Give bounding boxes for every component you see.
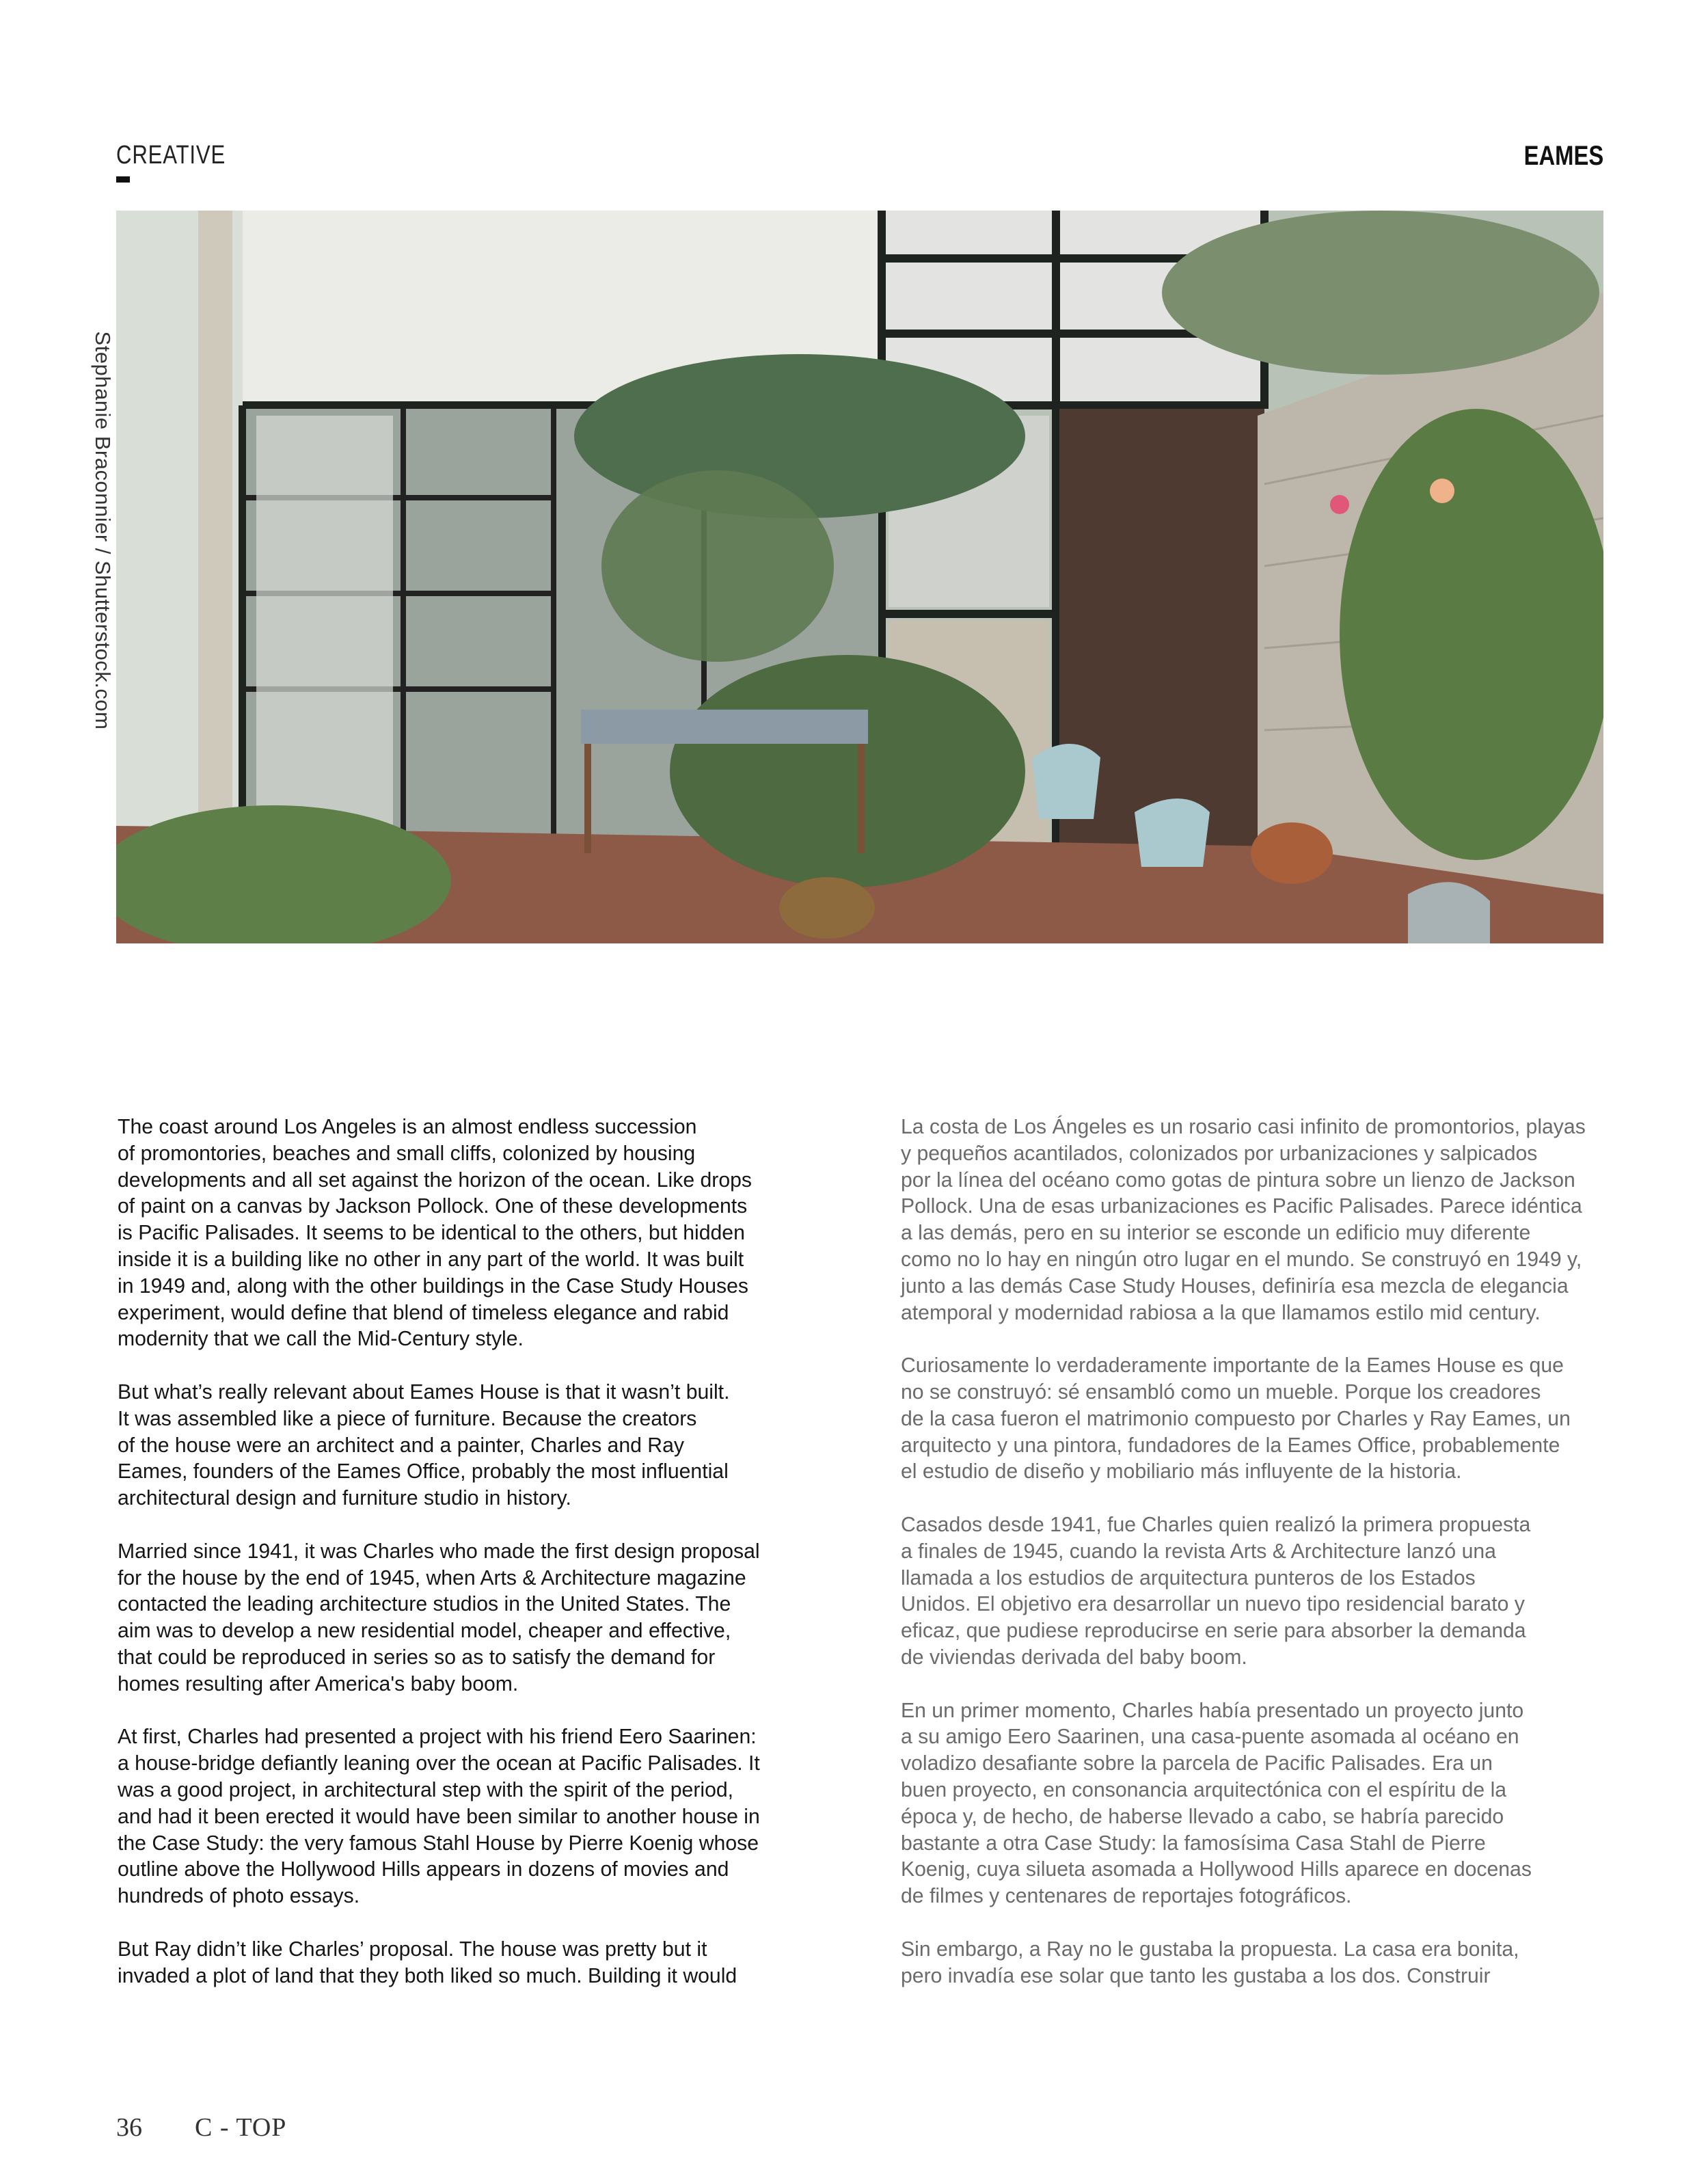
- photo-credit: Stephanie Braconnier / Shutterstock.com: [91, 331, 115, 730]
- eames-house-photo: [116, 211, 1603, 943]
- article-column-spanish: [901, 1114, 1605, 2016]
- paragraph: Sin embargo, a Ray no le gustaba la propuesta. La casa era bonita, pero invadía ese solar que tanto les gustaba a los dos. Construir: [901, 1937, 1519, 1987]
- paragraph: But Ray didn’t like Charles’ proposal. The house was pretty but it invaded a plot of land that they both liked so much. Building it would: [118, 1937, 737, 1987]
- paragraph: But what’s really relevant about Eames House is that it wasn’t built. It was assembled like a piece of furniture. Because the creators of the house were an architect and a painter, Charles and Ray Eames, founders of the Eames Office, probably the most influential architectural design and furniture studio in history.: [118, 1380, 730, 1510]
- article-column-english: [118, 1114, 822, 2016]
- page-number: 36: [116, 2113, 142, 2142]
- paragraph: Casados desde 1941, fue Charles quien realizó la primera propuesta a finales de 1945, cuando la revista Arts & Architecture lanzó una llamada a los estudios de arquitectura punteros de los Estados Unidos. El objetivo era desarrollar un nuevo tipo residencial barato y eficaz, que pudiese reproducirse en serie para absorber la demanda de viviendas derivada del baby boom.: [901, 1513, 1531, 1669]
- section-marker: [116, 176, 130, 183]
- section-label: CREATIVE: [116, 141, 226, 170]
- paragraph: En un primer momento, Charles había presentado un proyecto junto a su amigo Eero Saarinen, una casa-puente asomada al océano en voladizo desafiante sobre la parcela de Pacific Palisades. Era un buen proyecto, en consonancia arquitectónica con el espíritu de la época y, de hecho, de haberse llevado a cabo, se habría parecido bastante a otra Case Study: la famosísima Casa Stahl de Pierre Koenig, cuya silueta asomada a Hollywood Hills aparece en docenas de filmes y centenares de reportajes fotográficos.: [901, 1699, 1532, 1908]
- paragraph: The coast around Los Angeles is an almost endless succession of promontories, beaches and small cliffs, colonized by housing developments and all set against the horizon of the ocean. Like drops of paint on a canvas by Jackson Pollock. One of these developments is Pacific Palisades. It seems to be identical to the others, but hidden inside it is a building like no other in any part of the world. It was built in 1949 and, along with the other buildings in the Case Study Houses experiment, would define that blend of timeless elegance and rabid modernity that we call the Mid-Century style.: [118, 1116, 753, 1351]
- magazine-name: C - TOP: [195, 2113, 287, 2142]
- paragraph: Curiosamente lo verdaderamente importante de la Eames House es que no se construyó: sé ensambló como un mueble. Porque los creadores de la casa fueron el matrimonio compuesto por Charles y Ray Eames, un arquitecto y una pintora, fundadores de la Eames Office, probablemente el estudio de diseño y mobiliario más influyente de la historia.: [901, 1354, 1571, 1484]
- paragraph: Married since 1941, it was Charles who made the first design proposal for the house by the end of 1945, when Arts & Architecture magazine contacted the leading architecture studios in the United States. The aim was to develop a new residential model, cheaper and effective, that could be reproduced in series so as to satisfy the demand for homes resulting after America's baby boom.: [118, 1540, 760, 1695]
- article-topic-label: EAMES: [1523, 141, 1603, 171]
- paragraph: At first, Charles had presented a project with his friend Eero Saarinen: a house-bridge defiantly leaning over the ocean at Pacific Palisades. It was a good project, in architectural step with the spirit of the period, and had it been erected it would have been similar to another house in the Case Study: the very famous Stahl House by Pierre Koenig whose outline above the Hollywood Hills appears in dozens of movies and hundreds of photo essays.: [118, 1726, 760, 1908]
- paragraph: La costa de Los Ángeles es un rosario casi infinito de promontorios, playas y pequeños acantilados, colonizados por urbanizaciones y salpicados por la línea del océano como gotas de pintura sobre un lienzo de Jackson Pollock. Una de esas urbanizaciones es Pacific Palisades. Parece idéntica a las demás, pero en su interior se esconde un edificio muy diferente como no lo hay en ningún otro lugar en el mundo. Se construyó en 1949 y, junto a las demás Case Study Houses, definiría esa mezcla de elegancia atemporal y modernidad rabiosa a la que llamamos estilo mid century.: [901, 1116, 1586, 1324]
